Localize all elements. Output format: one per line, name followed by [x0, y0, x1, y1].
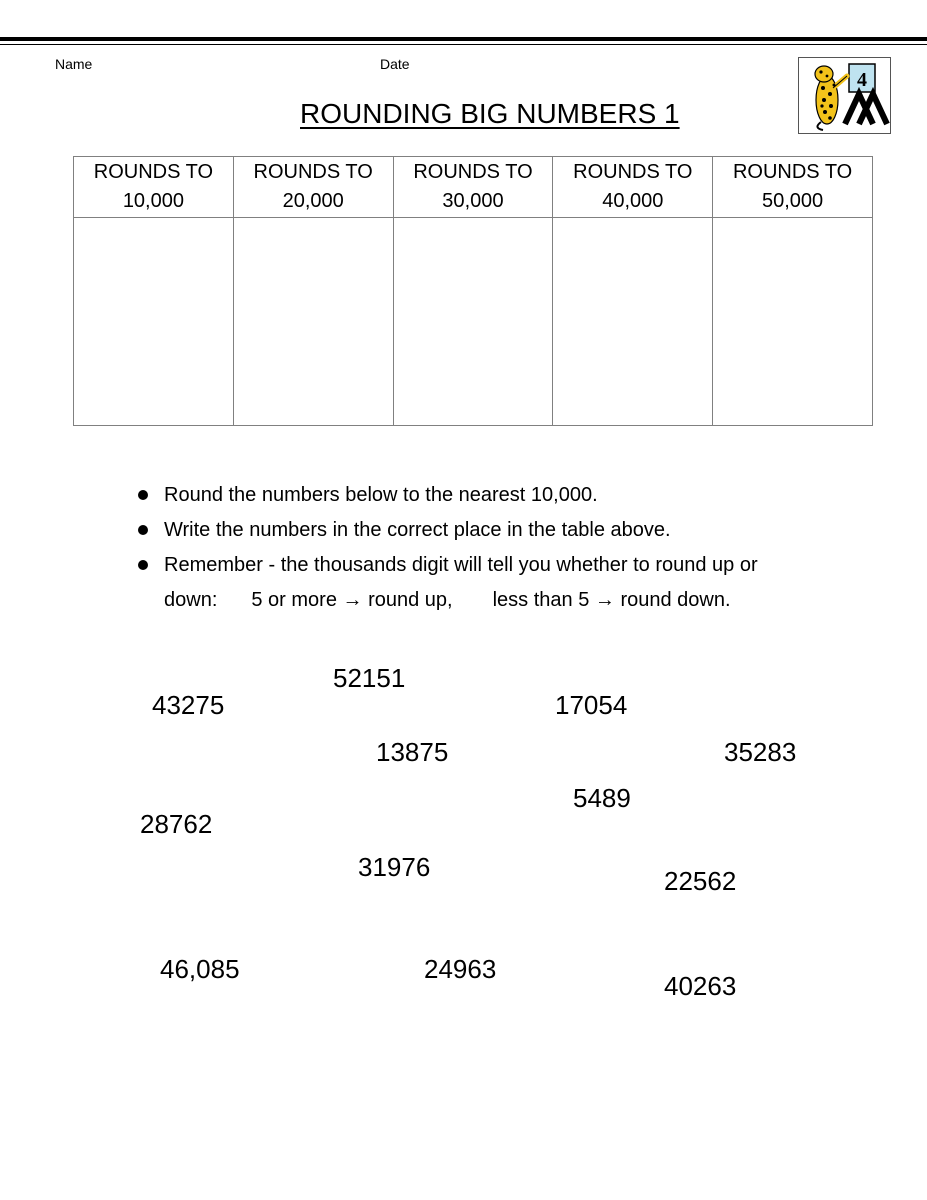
- number-to-round: 46,085: [160, 954, 240, 984]
- number-to-round: 52151: [333, 663, 406, 693]
- number-to-round: 5489: [573, 783, 631, 813]
- answer-cell-30000[interactable]: [393, 218, 553, 426]
- arrow-right-icon: →: [594, 589, 615, 611]
- top-rule-thick: [0, 37, 927, 41]
- logo-badge-number: 4: [857, 69, 867, 91]
- number-to-round: 35283: [724, 737, 797, 767]
- instruction-item: Round the numbers below to the nearest 10,000.: [136, 478, 856, 513]
- top-rule-thin: [0, 44, 927, 45]
- column-header-50000: ROUNDS TO 50,000: [713, 157, 873, 218]
- table-header-row: [74, 157, 873, 218]
- answer-cell-40000[interactable]: [553, 218, 713, 426]
- number-to-round: 13875: [376, 737, 449, 767]
- number-to-round: 22562: [664, 866, 737, 896]
- name-label: Name: [55, 56, 93, 72]
- column-header-10000: ROUNDS TO 10,000: [74, 157, 234, 218]
- answer-cell-10000[interactable]: [74, 218, 234, 426]
- number-to-round: 40263: [664, 971, 737, 1001]
- column-header-40000: ROUNDS TO 40,000: [553, 157, 713, 218]
- number-to-round: 43275: [152, 690, 225, 720]
- answer-cell-50000[interactable]: [713, 218, 873, 426]
- leopard-easel-logo-icon: [799, 58, 890, 133]
- logo: [798, 57, 891, 134]
- date-label: Date: [380, 56, 410, 72]
- instruction-item: Write the numbers in the correct place in the table above.: [136, 513, 856, 548]
- rounding-table: [73, 156, 873, 426]
- instructions-list: [136, 478, 856, 618]
- column-header-20000: ROUNDS TO 20,000: [233, 157, 393, 218]
- answer-cell-20000[interactable]: [233, 218, 393, 426]
- number-to-round: 31976: [358, 852, 431, 882]
- number-to-round: 17054: [555, 690, 628, 720]
- worksheet-title: ROUNDING BIG NUMBERS 1: [300, 98, 680, 129]
- table-answer-row: [74, 218, 873, 426]
- column-header-30000: ROUNDS TO 30,000: [393, 157, 553, 218]
- number-to-round: 24963: [424, 954, 497, 984]
- number-to-round: 28762: [140, 809, 213, 839]
- arrow-right-icon: →: [342, 589, 363, 611]
- instruction-item: Remember - the thousands digit will tell you whether to round up or down: 5 or more → round up, less than 5 → round down.: [136, 548, 856, 618]
